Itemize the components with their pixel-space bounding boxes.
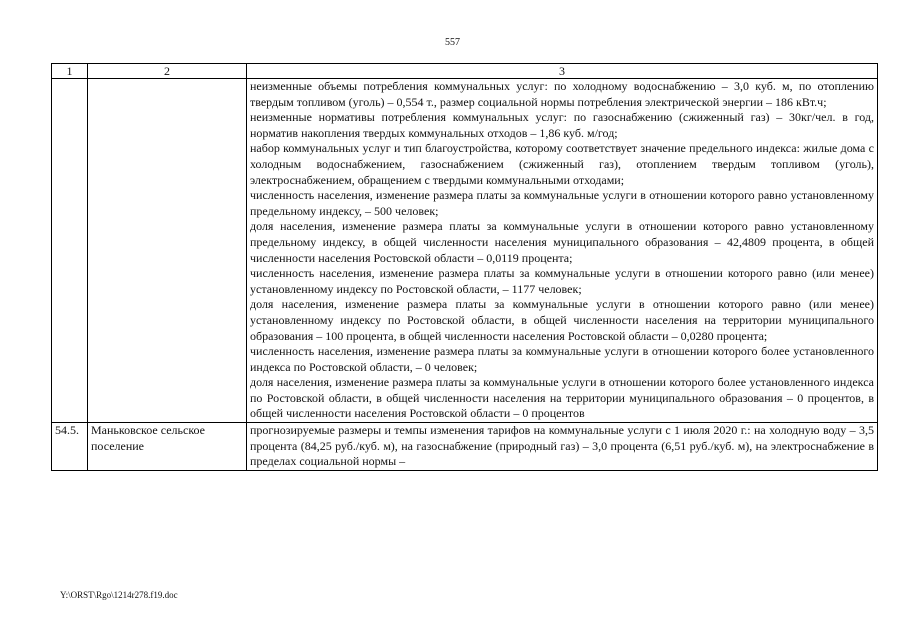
settlement-name-cell (88, 79, 247, 423)
description-paragraph: неизменные нормативы потребления коммунальных услуг: по газоснабжению (сжиженный газ) – 30кг/чел. в год, норматив накопления твердых коммунальных отходов – 1,86 куб. м/год; (250, 110, 874, 140)
table-row (52, 79, 878, 423)
description-paragraph: численность населения, изменение размера платы за коммунальные услуги в отношении которого равно установленному предельному индексу, – 500 человек; (250, 188, 874, 218)
header-cell-3: 3 (247, 64, 878, 79)
row-number-cell: 54.5. (52, 423, 88, 471)
header-cell-1: 1 (52, 64, 88, 79)
footer-file-path: Y:\ORST\Rgo\1214r278.f19.doc (60, 590, 178, 600)
description-paragraph: прогнозируемые размеры и темпы изменения тарифов на коммунальные услуги с 1 июля 2020 г.: на холодную воду – 3,5 процента (84,25 руб./куб. м), на газоснабжение (природный газ) – 3,0 процента (6,51 руб./куб. м), на электроснабжение в пределах социальной нормы – (250, 423, 874, 469)
description-paragraph: численность населения, изменение размера платы за коммунальные услуги в отношении которого равно (или менее) установленному индексу по Ростовской области, – 1177 человек; (250, 266, 874, 296)
description-paragraph: набор коммунальных услуг и тип благоустройства, которому соответствует значение предельного индекса: жилые дома с холодным водоснабжением, газоснабжением (сжиженный газ), отоплением твердым топливом (уголь), электроснабжением, обращением с твердыми коммунальными отходами; (250, 141, 874, 187)
description-paragraph: численность населения, изменение размера платы за коммунальные услуги в отношении которого более установленного индекса по Ростовской области, – 0 человек; (250, 344, 874, 374)
description-paragraph: неизменные объемы потребления коммунальных услуг: по холодному водоснабжению – 3,0 куб. м, по отоплению твердым топливом (уголь) – 0,554 т., размер социальной нормы потребления электрической энергии – 186 кВт.ч; (250, 79, 874, 109)
table-row (52, 423, 878, 471)
settlement-name-cell: Маньковское сельское поселение (88, 423, 247, 471)
page-number: 557 (445, 37, 460, 48)
description-cell (247, 79, 878, 423)
document-table (51, 63, 878, 471)
description-paragraph: доля населения, изменение размера платы за коммунальные услуги в отношении которого более установленного индекса по Ростовской области, в общей численности населения на территории муниципального образования – 0 процентов, в общей численности населения Ростовской области – 0 процентов (250, 375, 874, 421)
description-paragraph: доля населения, изменение размера платы за коммунальные услуги в отношении которого равно установленному предельному индексу, в общей численности населения муниципального образования – 42,4809 процента, в общей численности населения Ростовской области – 0,0119 процента; (250, 219, 874, 265)
header-cell-2: 2 (88, 64, 247, 79)
description-cell (247, 423, 878, 471)
table-header-row (52, 64, 878, 79)
row-number-cell (52, 79, 88, 423)
description-paragraph: доля населения, изменение размера платы за коммунальные услуги в отношении которого равно (или менее) установленному индексу по Ростовской области, в общей численности населения на территории муниципального образования – 100 процента, в общей численности населения Ростовской области – 0,0280 процента; (250, 297, 874, 343)
